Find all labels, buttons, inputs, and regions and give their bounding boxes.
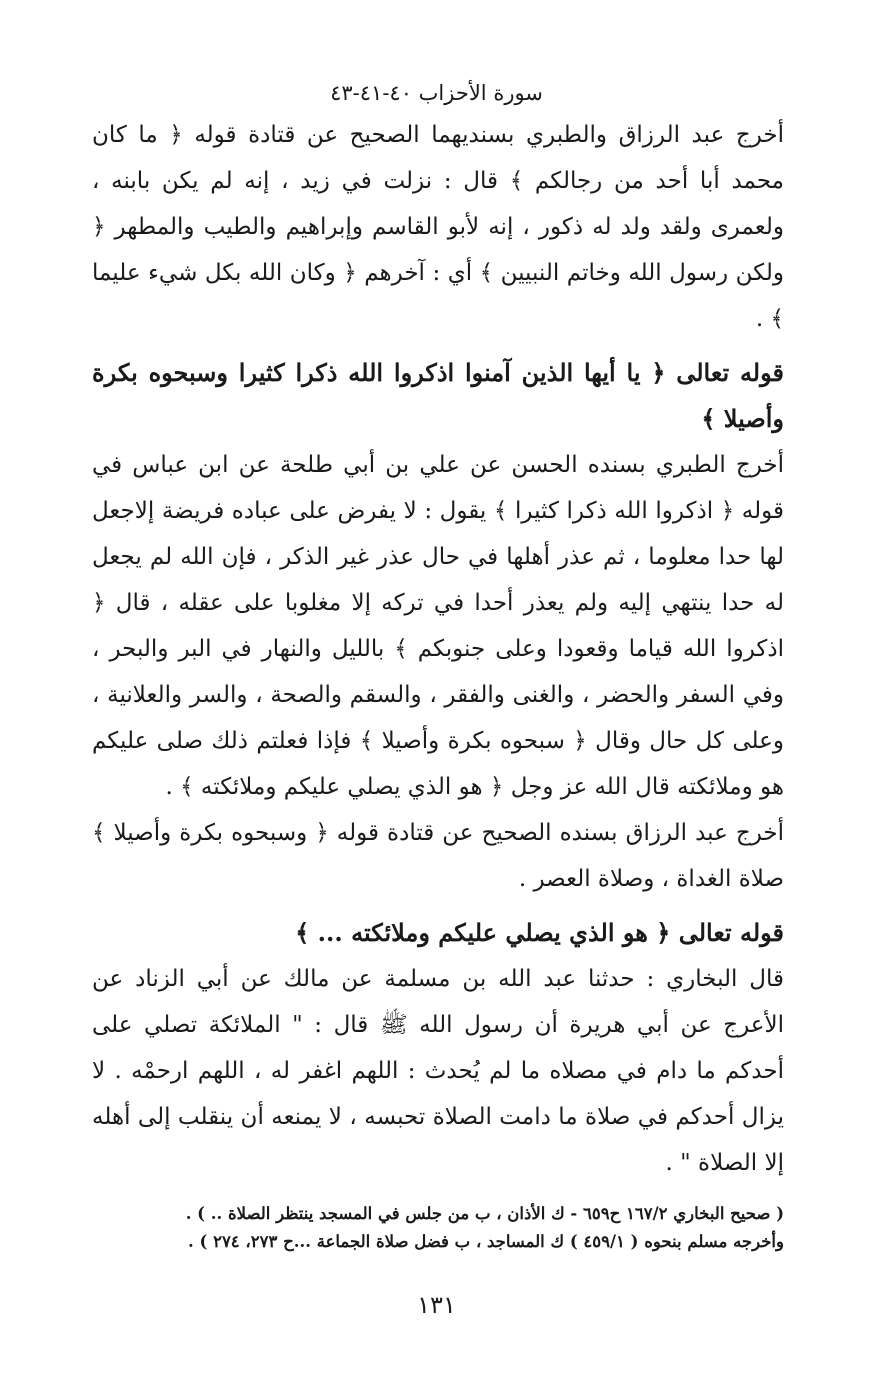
page-body <box>92 112 784 1256</box>
paragraph-qatada-tasbih: أخرج عبد الرزاق بسنده الصحيح عن قتادة قوله ﴿ وسبحوه بكرة وأصيلا ﴾ صلاة الغداة ، وصلاة العصر . <box>92 820 784 892</box>
footnotes <box>92 1200 784 1256</box>
page-number: ١٣١ <box>417 1291 456 1319</box>
footnote-bukhari: ( صحيح البخاري ١٦٧/٢ ح٦٥٩ - ك الأذان ، ب من جلس في المسجد ينتظر الصلاة .. ) . <box>185 1204 784 1223</box>
running-header: سورة الأحزاب ٤٠-٤١-٤٣ <box>330 81 543 105</box>
paragraph-bukhari-hadith: قال البخاري : حدثنا عبد الله بن مسلمة عن مالك عن أبي الزناد عن الأعرج عن أبي هريرة أن رسول الله ﷺ قال : " الملائكة تصلي على أحدكم ما دام في مصلاه ما لم يُحدث : اللهم اغفر له ، اللهم ارحمْه . لا يزال أحدكم في صلاة ما دامت الصلاة تحبسه ، لا يمنعه أن ينقلب إلى أهله إلا الصلاة " . <box>92 966 784 1176</box>
verse-heading-salat: قوله تعالى ﴿ هو الذي يصلي عليكم وملائكته ... ﴾ <box>295 918 784 947</box>
paragraph-qatada-tafsir: أخرج عبد الرزاق والطبري بسنديهما الصحيح عن قتادة قوله ﴿ ما كان محمد أبا أحد من رجالكم ﴾ قال : نزلت في زيد ، إنه لم يكن بابنه ، ولعمرى ولقد ولد له ذكور ، إنه لأبو القاسم وإبراهيم والطيب والمطهر ﴿ ولكن رسول الله وخاتم النبيين ﴾ أي : آخرهم ﴿ وكان الله بكل شيء عليما ﴾ . <box>92 122 784 332</box>
paragraph-ibn-abbas-tafsir: أخرج الطبري بسنده الحسن عن علي بن أبي طلحة عن ابن عباس في قوله ﴿ اذكروا الله ذكرا كثيرا ﴾ يقول : لا يفرض على عباده فريضة إلاجعل لها حدا معلوما ، ثم عذر أهلها في حال عذر غير الذكر ، فإن الله لم يجعل له حدا ينتهي إليه ولم يعذر أحدا في تركه إلا مغلوبا على عقله ، قال ﴿ اذكروا الله قياما وقعودا وعلى جنوبكم ﴾ بالليل والنهار في البر والبحر ، وفي السفر والحضر ، والغنى والفقر ، والسقم والصحة ، والسر والعلانية ، وعلى كل حال وقال ﴿ سبحوه بكرة وأصيلا ﴾ فإذا فعلتم ذلك صلى عليكم هو وملائكته قال الله عز وجل ﴿ هو الذي يصلي عليكم وملائكته ﴾ . <box>92 452 784 800</box>
footnote-muslim: وأخرجه مسلم بنحوه ( ٤٥٩/١ ) ك المساجد ، ب فضل صلاة الجماعة ...ح ٢٧٣، ٢٧٤ ) . <box>188 1232 784 1251</box>
verse-heading-dhikr: قوله تعالى ﴿ يا أيها الذين آمنوا اذكروا الله ذكرا كثيرا وسبحوه بكرة وأصيلا ﴾ <box>92 358 784 433</box>
